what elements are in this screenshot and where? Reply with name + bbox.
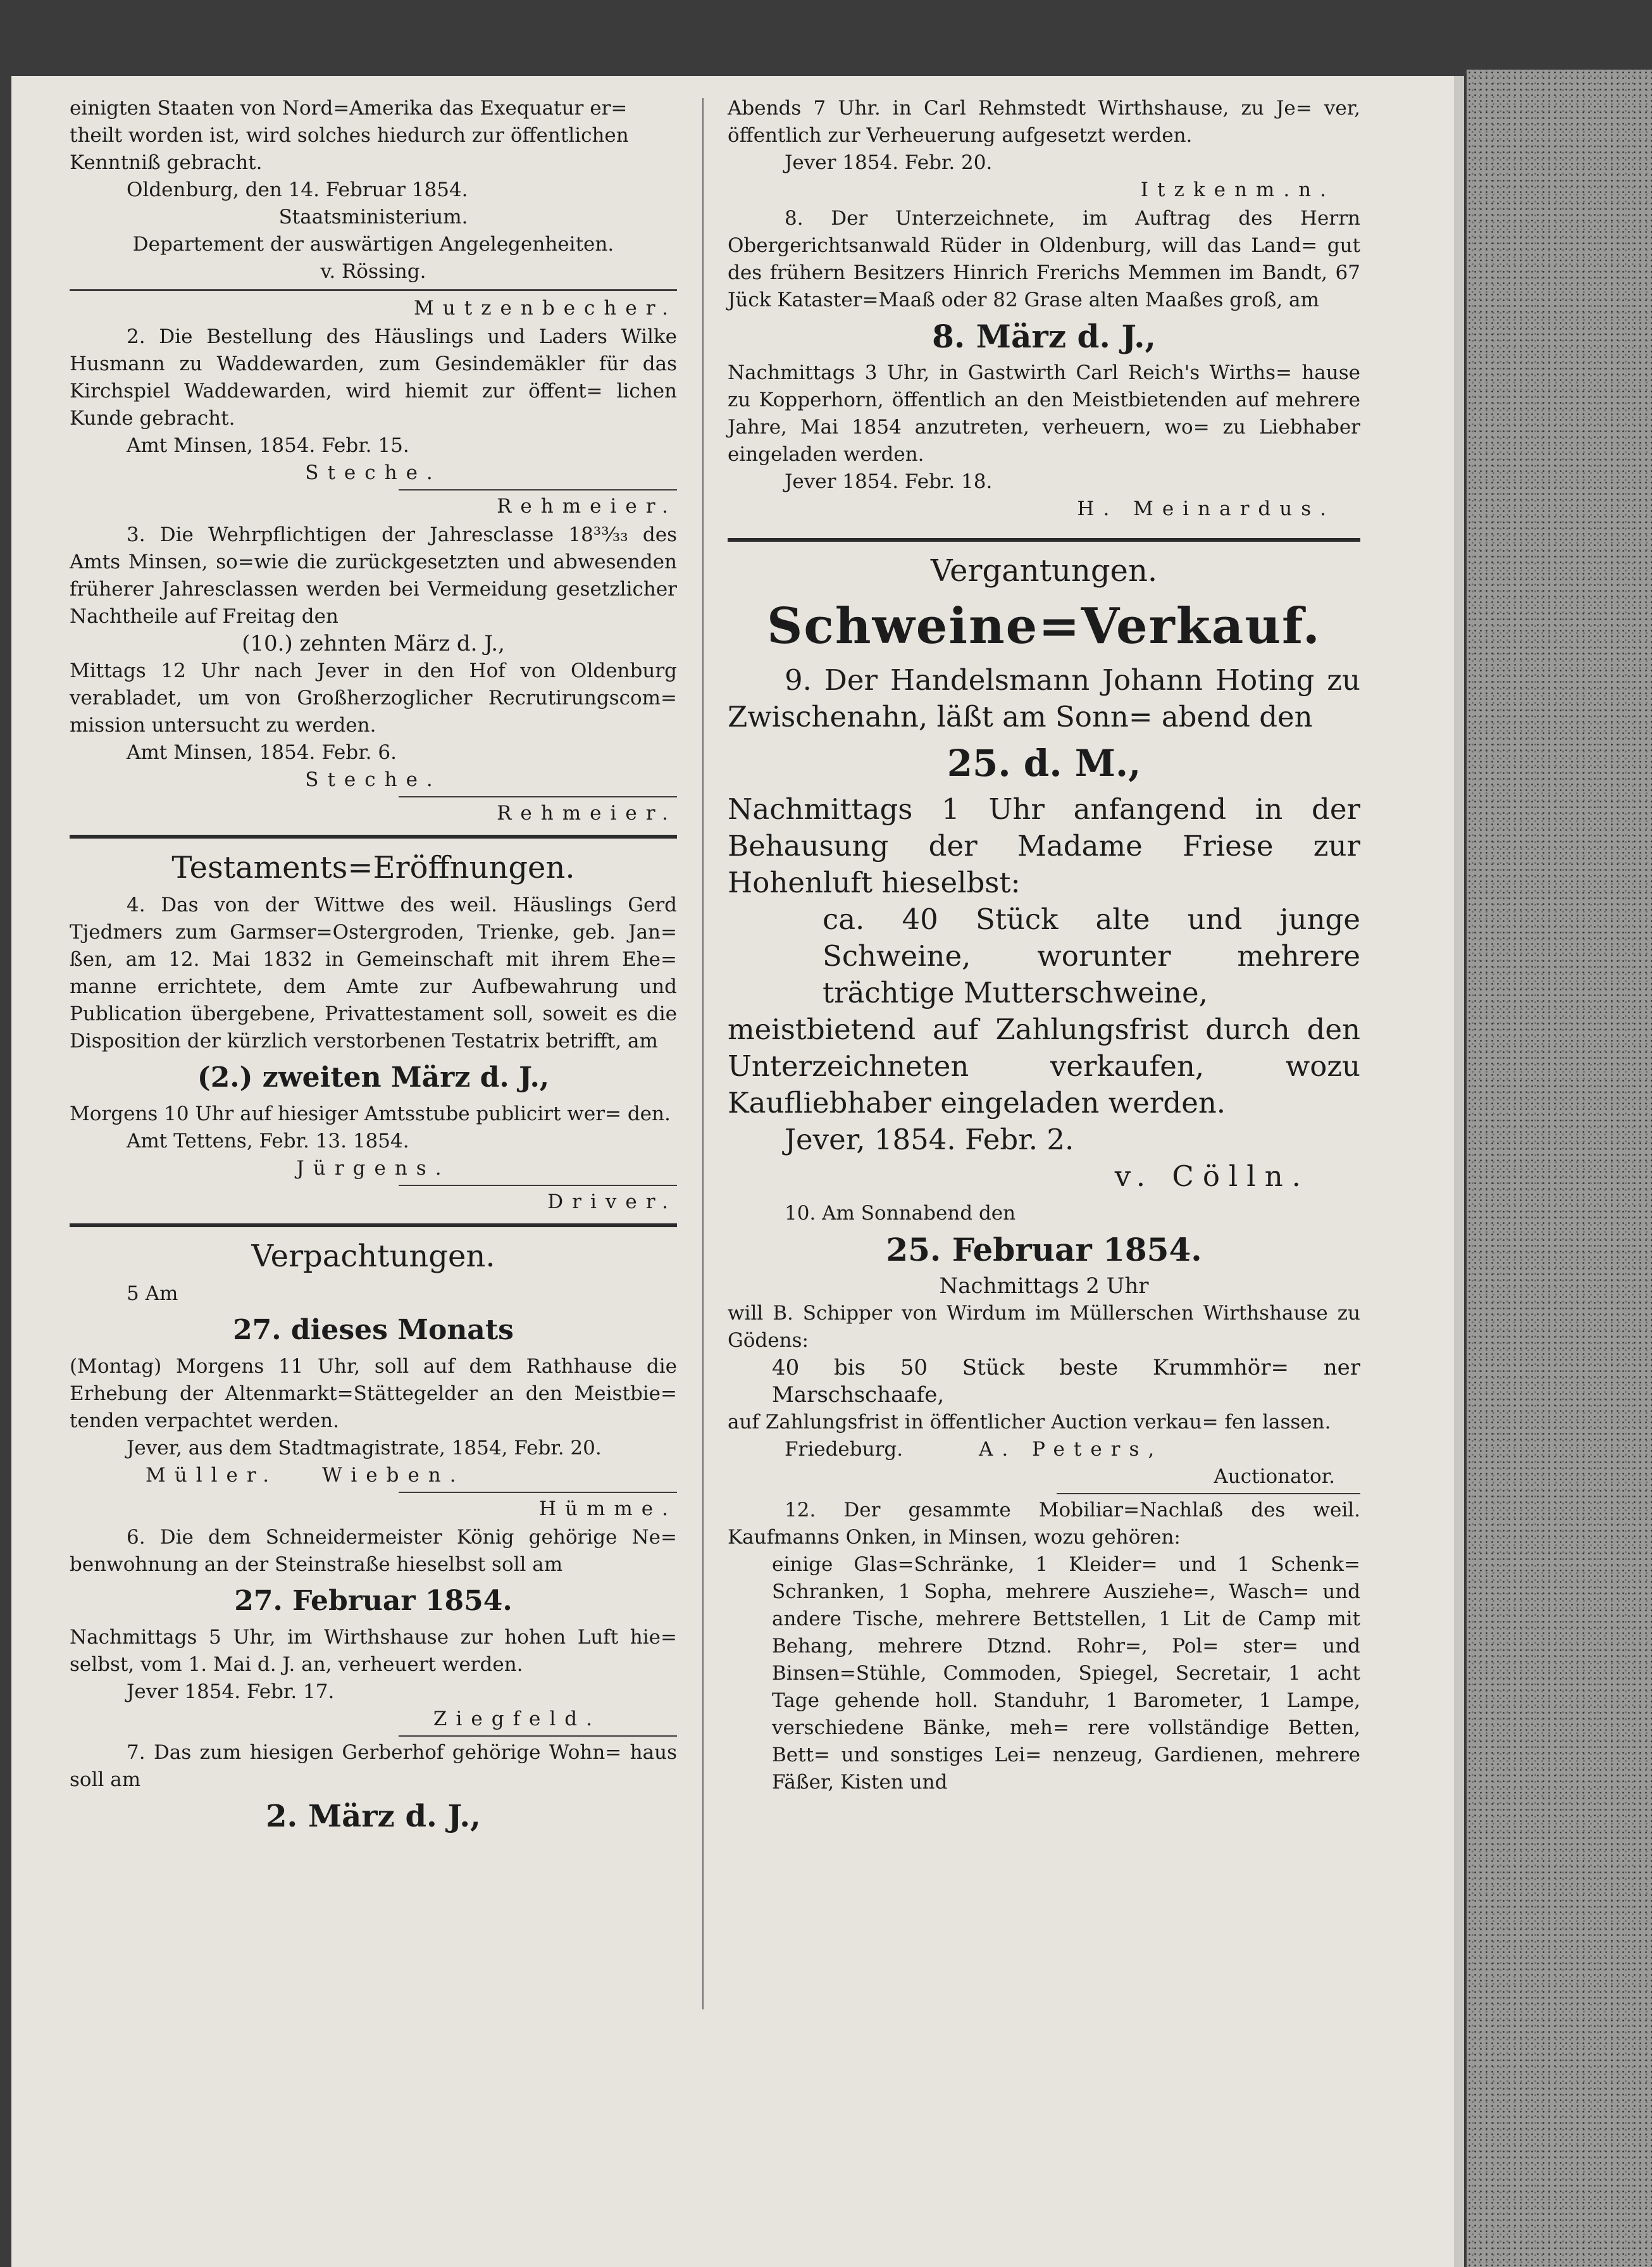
- divider: [70, 289, 677, 291]
- notice-5-office: Jever, aus dem Stadtmagistrate, 1854, Febr. 20.: [127, 1437, 602, 1459]
- notice-5-date: 27. dieses Monats: [233, 1314, 514, 1346]
- notice-4-office: Amt Tettens, Febr. 13. 1854.: [127, 1130, 409, 1152]
- book-cover-edge: [1467, 70, 1652, 2267]
- notice-8: 8. Der Unterzeichnete, im Auftrag des Herrn Obergerichtsanwald Rüder in Oldenburg, will das Land= gut des frühern Besitzers Hinrich Frerichs Memmen im Bandt, 67 Jück Kataster=Maaß oder 82 Grase alten Maaßes groß, am: [728, 207, 1360, 311]
- signature-title: Auctionator.: [1214, 1465, 1335, 1488]
- signature: Rehmeier.: [497, 802, 677, 825]
- notice-9-date-line: Jever, 1854. Febr. 2.: [785, 1123, 1074, 1156]
- notice-6-body: Nachmittags 5 Uhr, im Wirthshause zur hohen Luft hie= selbst, vom 1. Mai d. J. an, verheuert werden.: [70, 1626, 677, 1676]
- headline: Schweine=Verkauf.: [767, 597, 1321, 655]
- divider: [399, 796, 677, 797]
- authority: Staatsministerium.: [278, 206, 468, 228]
- notice-10-body: will B. Schipper von Wirdum im Müllerschen Wirthshause zu Gödens:: [728, 1302, 1360, 1352]
- signature: A. Peters,: [978, 1438, 1164, 1461]
- section-divider: [70, 1223, 677, 1227]
- text-line: einigten Staaten von Nord=Amerika das Exequatur er=: [70, 97, 628, 120]
- notice-10-time: Nachmittags 2 Uhr: [939, 1273, 1149, 1299]
- divider: [399, 489, 677, 490]
- notice-6-date: 27. Februar 1854.: [234, 1585, 512, 1617]
- right-column: [728, 95, 1360, 1796]
- notice-4-body: Morgens 10 Uhr auf hiesiger Amtsstube publicirt wer= den.: [70, 1102, 671, 1125]
- notice-9: [728, 662, 1360, 1195]
- date-line: Oldenburg, den 14. Februar 1854.: [127, 178, 468, 201]
- column-separator: [702, 98, 704, 2009]
- signature: Rehmeier.: [497, 495, 677, 518]
- signature-row: [728, 1436, 1360, 1463]
- notice-3-body: Mittags 12 Uhr nach Jever in den Hof von Oldenburg verabladet, um von Großherzoglicher Recrutirungscom= mission untersucht zu werden.: [70, 659, 677, 737]
- text-line: Abends 7 Uhr. in Carl Rehmstedt Wirthshause, zu Je= ver, öffentlich zur Verheuerung aufgesetzt werden.: [728, 97, 1360, 147]
- text-line: Kenntniß gebracht.: [70, 151, 263, 174]
- notice-6-date-line: Jever 1854. Febr. 17.: [127, 1680, 335, 1703]
- section-divider: [70, 835, 677, 839]
- notice-5: 5 Am: [127, 1282, 178, 1305]
- notice-2: 2. Die Bestellung des Häuslings und Laders Wilke Husmann zu Waddewarden, zum Gesindemäkler für das Kirchspiel Waddewarden, wird hiemit zur öffent= lichen Kunde gebracht.: [70, 325, 677, 430]
- notice-3: 3. Die Wehrpflichtigen der Jahresclasse 18³³⁄₃₃ des Amts Minsen, so=wie die zurückgesetzten und abwesenden früherer Jahresclassen werden bei Vermeidung gesetzlicher Nachtheile auf Freitag den: [70, 523, 677, 628]
- notice-5-body: (Montag) Morgens 11 Uhr, soll auf dem Rathhause die Erhebung der Altenmarkt=Stättegelder an den Meistbie= tenden verpachtet werden.: [70, 1355, 677, 1432]
- signature: Jürgens.: [296, 1157, 450, 1180]
- divider: [399, 1492, 677, 1493]
- section-heading: Vergantungen.: [930, 553, 1158, 589]
- notice-10-items: 40 bis 50 Stück beste Krummhör= ner Marschschaafe,: [772, 1355, 1360, 1408]
- notice-8-body: Nachmittags 3 Uhr, in Gastwirth Carl Reich's Wirths= hause zu Kopperhorn, öffentlich an den Meistbietenden auf mehrere Jahre, Mai 1854 anzutreten, verheuern, wo= zu Liebhaber eingeladen werden.: [728, 361, 1360, 466]
- signature: v. Cölln.: [1114, 1159, 1310, 1193]
- page-edge: [1454, 76, 1464, 2267]
- notice-10-date: 25. Februar 1854.: [886, 1231, 1202, 1268]
- department: Departement der auswärtigen Angelegenheiten.: [132, 233, 614, 256]
- signature: Ziegfeld.: [433, 1708, 601, 1730]
- notice-2-date: Amt Minsen, 1854. Febr. 15.: [127, 434, 409, 457]
- signature: Steche.: [305, 768, 442, 791]
- signature: Steche.: [305, 461, 442, 484]
- divider: [399, 1735, 677, 1737]
- signature: Müller.: [146, 1464, 278, 1487]
- section-heading: Testaments=Eröffnungen.: [171, 850, 575, 885]
- notice-4-date: (2.) zweiten März d. J.,: [197, 1061, 550, 1094]
- left-column: [70, 95, 677, 1839]
- signature-row: [70, 1462, 677, 1489]
- notice-3-date: (10.) zehnten März d. J.,: [242, 631, 505, 656]
- notice-7: 7. Das zum hiesigen Gerberhof gehörige Wohn= haus soll am: [70, 1741, 677, 1791]
- notice-7-date: 2. März d. J.,: [266, 1799, 481, 1834]
- notice-12-items: einige Glas=Schränke, 1 Kleider= und 1 Schenk= Schranken, 1 Sopha, mehrere Ausziehe=, Wasch= und andere Tische, mehrere Bettstellen, 1 Lit de Camp mit Behang, mehrere Dtznd. Rohr=, Pol= ster= und Binsen=Stühle, Commoden, Spiegel, Secretair, 1 acht Tage gehende holl. Standuhr, 1 Barometer, 1 Lampe, verschiedene Bänke, meh= rere vollständige Betten, Bett= und sonstiges Lei= nenzeug, Gardienen, mehrere Fäßer, Kisten und: [772, 1553, 1360, 1794]
- notice-10-terms: auf Zahlungsfrist in öffentlicher Auction verkau= fen lassen.: [728, 1411, 1331, 1433]
- date-line: Jever 1854. Febr. 20.: [785, 151, 993, 174]
- signature: H. Meinardus.: [1077, 497, 1335, 520]
- signature: Wieben.: [322, 1464, 465, 1487]
- notice-8-date-line: Jever 1854. Febr. 18.: [785, 470, 993, 493]
- notice-4: 4. Das von der Wittwe des weil. Häuslings Gerd Tjedmers zum Garmser=Ostergroden, Trienke, geb. Jan= ßen, am 12. Mai 1832 in Gemeinschaft mit ihrem Ehe= manne errichtete, dem Amte zur Aufbewahrung und Publication übergebene, Privattestament soll, soweit es die Disposition der kürzlich verstorbenen Testatrix betrifft, am: [70, 894, 677, 1052]
- notice-9-items: ca. 40 Stück alte und junge Schweine, worunter mehrere trächtige Mutterschweine,: [823, 902, 1360, 1009]
- notice-12: 12. Der gesammte Mobiliar=Nachlaß des weil. Kaufmanns Onken, in Minsen, wozu gehören:: [728, 1499, 1360, 1549]
- section-heading: Verpachtungen.: [251, 1239, 495, 1274]
- notice-9-body: meistbietend auf Zahlungsfrist durch den Unterzeichneten verkaufen, wozu Kaufliebhaber eingeladen werden.: [728, 1013, 1360, 1120]
- divider: [1057, 1493, 1360, 1494]
- signature: Mutzenbecher.: [414, 297, 677, 320]
- notice-9-time: Nachmittags 1 Uhr anfangend in der Behausung der Madame Friese zur Hohenluft hieselbst:: [728, 792, 1360, 899]
- notice-8-date: 8. März d. J.,: [932, 318, 1156, 355]
- signature: Hümme.: [539, 1497, 677, 1520]
- signature: Itzkenm.n.: [1140, 178, 1335, 201]
- text-line: theilt worden ist, wird solches hiedurch zur öffentlichen: [70, 124, 629, 147]
- notice-9-intro: 9. Der Handelsmann Johann Hoting zu Zwischenahn, läßt am Sonn= abend den: [728, 663, 1360, 734]
- place: Friedeburg.: [785, 1438, 904, 1461]
- divider: [399, 1185, 677, 1186]
- notice-6: 6. Die dem Schneidermeister König gehörige Ne= benwohnung an der Steinstraße hieselbst soll am: [70, 1526, 677, 1576]
- notice-10: 10. Am Sonnabend den: [785, 1202, 1016, 1225]
- notice-3-office: Amt Minsen, 1854. Febr. 6.: [127, 741, 397, 764]
- notice-9-date: 25. d. M.,: [947, 742, 1141, 785]
- signature: v. Rössing.: [320, 260, 426, 283]
- section-divider: [728, 538, 1360, 542]
- signature: Driver.: [547, 1190, 677, 1213]
